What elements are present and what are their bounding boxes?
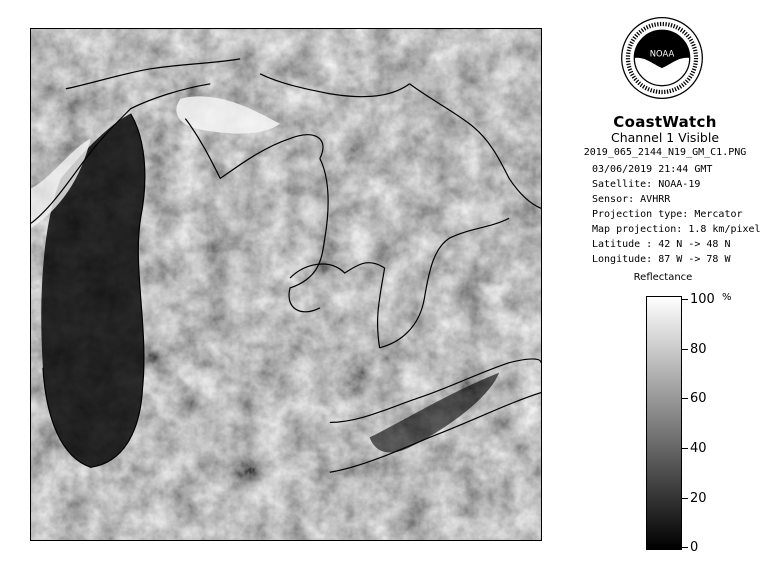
satellite-image-svg [31,29,541,540]
colorbar-label: 100 [690,292,715,307]
colorbar-tick [682,398,688,399]
colorbar-tick [682,547,688,548]
colorbar-tick [682,299,688,300]
colorbar-tick [682,498,688,499]
svg-text:NOAA: NOAA [649,48,675,59]
satellite-label: Satellite: NOAA-19 [592,179,701,190]
datetime-label: 03/06/2019 21:44 GMT [592,164,713,175]
noaa-logo-svg [620,16,704,100]
map-projection-label: Map projection: 1.8 km/pixel [592,224,761,235]
colorbar-tick [682,448,688,449]
colorbar-label: 40 [690,441,707,456]
colorbar [646,296,682,550]
colorbar-label: 20 [690,491,707,506]
latitude-label: Latitude : 42 N -> 48 N [592,239,731,250]
colorbar-title: Reflectance [633,272,693,283]
colorbar-unit: % [722,292,732,303]
satellite-image [30,28,542,541]
sensor-label: Sensor: AVHRR [592,194,671,205]
channel-label: Channel 1 Visible [610,130,720,145]
colorbar-tick [682,349,688,350]
colorbar-label: 80 [690,342,707,357]
filename-label: 2019_065_2144_N19_GM_C1.PNG [583,147,747,158]
noaa-logo [620,16,704,100]
colorbar-label: 0 [690,540,699,555]
colorbar-label: 60 [690,391,707,406]
projection-type-label: Projection type: Mercator [592,209,743,220]
longitude-label: Longitude: 87 W -> 78 W [592,254,731,265]
app-title: CoastWatch [613,113,717,131]
